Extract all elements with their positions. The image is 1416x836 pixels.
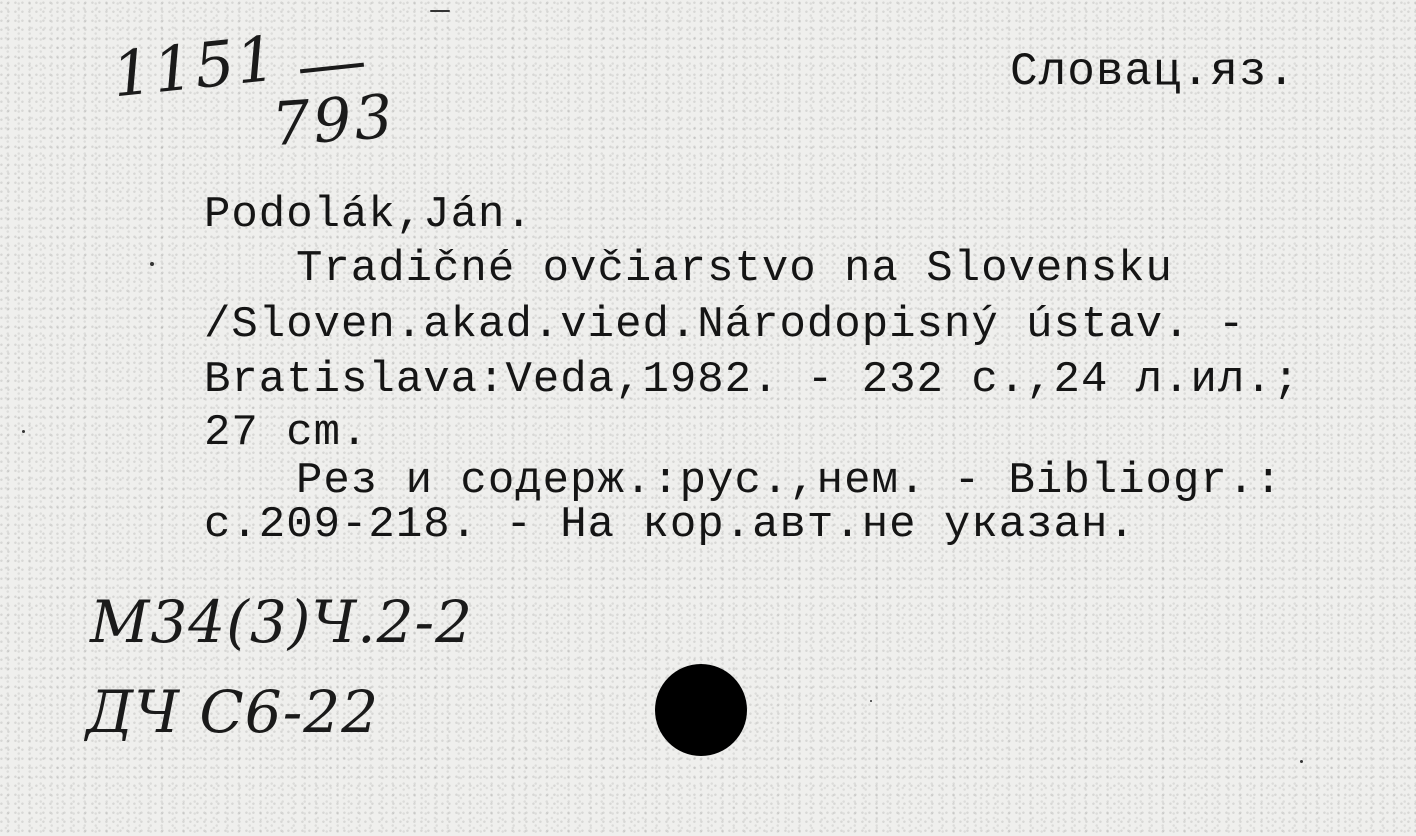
imprint-line: Bratislava:Veda,1982. - 232 с.,24 л.ил.;	[204, 355, 1301, 405]
shelf-mark-1: M34(3)Ч.2-2	[90, 588, 474, 656]
responsibility-line: /Sloven.akad.vied.Národopisný ústav. -	[204, 300, 1246, 350]
notes-line: Рез и содерж.:рус.,нем. - Bibliogr.:	[296, 456, 1283, 506]
call-number-bottom: 793	[269, 81, 398, 161]
ink-speck	[870, 700, 872, 702]
ink-speck	[1300, 760, 1303, 763]
ink-speck	[430, 10, 450, 12]
punch-hole-icon	[655, 664, 747, 756]
call-number-stroke	[300, 63, 364, 74]
author-line: Podolák,Ján.	[204, 190, 533, 240]
subject-heading: Словац.яз.	[1010, 46, 1297, 98]
ink-speck	[150, 262, 154, 266]
shelf-mark-2: ДЧ С6-22	[86, 678, 380, 746]
call-number-top: 1151	[108, 21, 282, 112]
ink-speck	[22, 430, 25, 433]
title-line: Tradičné ovčiarstvo na Slovensku	[296, 244, 1173, 294]
bibliography-line: c.209-218. - На кор.авт.не указан.	[204, 500, 1136, 550]
dimensions-line: 27 cm.	[204, 408, 369, 458]
